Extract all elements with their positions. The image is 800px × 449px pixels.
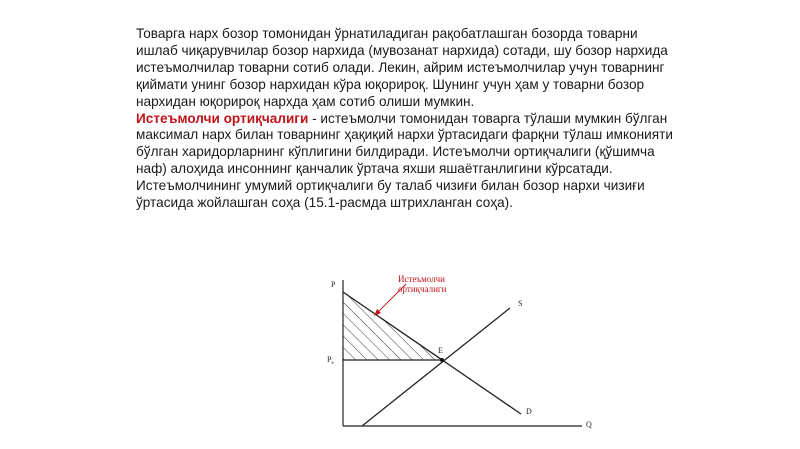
equilibrium-label: E [438,346,443,355]
main-text [136,26,676,212]
annotation-label-1: Истеъмолчи [398,274,445,284]
annotation-label-2: ортиқчалиги [398,284,447,294]
price-label: $P_e$ [327,355,334,366]
paragraph-2 [136,111,676,212]
x-axis-label: Q [586,420,592,429]
paragraph-1: Товарга нарх бозор томонидан ўрнатиладиган рақобатлашган бозорда товарни ишлаб чиқарувчилар бозор нархида (мувозанат нархида) сотади, шу бозор нархида истеъмолчилар товарни сотиб олади. Лекин, айрим истеъмолчилар учун товарнинг қиймати унинг бозор нархидан кўра юқорироқ. Шунинг учун ҳам у товарни бозор нархидан юқорироқ нархда ҳам сотиб олиши мумкин. [136,26,668,109]
equilibrium-point [440,358,444,362]
y-axis-label: P [331,280,336,289]
demand-label: D [526,407,532,416]
term-consumer-surplus: Истеъмолчи ортиқчалиги [136,110,309,126]
consumer-surplus-graph [318,266,598,438]
definition-text: - истеъмолчи томонидан товарга тўлаши мумкин бўлган максимал нарх билан товарнинг ҳақиқий нархи ўртасидаги фарқни тўлаш имконияти бўлган харидорларнинг кўплигини билдиради. Истеъмолчи ортиқчалиги (қўшимча наф) алоҳида инсоннинг қанчалик ўртача яхши яшаётганлигини кўрсатади. Истеъмолчининг умумий ортиқчалиги бу талаб чизиғи билан бозор нархи чизиғи ўртасида жойлашган соҳа (15.1-расмда штрихланган соҳа). [136,110,673,211]
graph-svg [318,266,598,438]
supply-label: S [518,299,523,308]
